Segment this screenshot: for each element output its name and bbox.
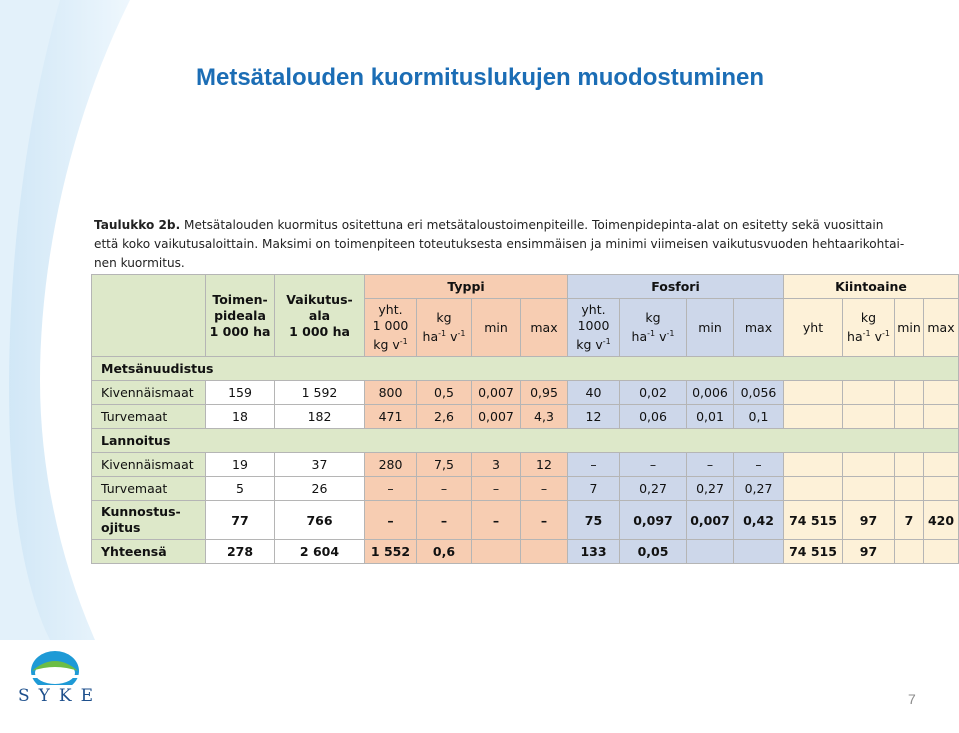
table-cell: [784, 453, 843, 477]
table-row: [92, 540, 959, 564]
table-cell: 19: [206, 453, 275, 477]
caption-line-1: Metsätalouden kuormitus ositettuna eri metsätaloustoimenpiteille. Toimenpidepinta-alat on esitetty sekä vuosittain: [180, 218, 884, 232]
table-cell: 766: [275, 501, 365, 540]
table-cell: –: [568, 453, 620, 477]
table-cell: –: [365, 477, 417, 501]
table-cell: 0,06: [620, 405, 687, 429]
table-cell: [687, 540, 734, 564]
table-cell: 471: [365, 405, 417, 429]
page-number: 7: [908, 691, 916, 707]
table-cell: [784, 381, 843, 405]
table-cell: [843, 405, 895, 429]
header-group-fosfori: Fosfori: [568, 275, 784, 299]
table-cell: 0,05: [620, 540, 687, 564]
table-cell: 3: [472, 453, 521, 477]
table-cell: 1 552: [365, 540, 417, 564]
row-label: Kivennäismaat: [92, 453, 206, 477]
table-cell: [843, 453, 895, 477]
header-group-typpi: Typpi: [365, 275, 568, 299]
table-cell: –: [521, 501, 568, 540]
table-cell: 2 604: [275, 540, 365, 564]
table-cell: 74 515: [784, 540, 843, 564]
load-table: [91, 274, 959, 564]
table-cell: 97: [843, 540, 895, 564]
table-cell: –: [417, 477, 472, 501]
table-cell: 97: [843, 501, 895, 540]
header-toimenpideala: Toimen- pideala 1 000 ha: [206, 275, 275, 357]
table-cell: [924, 540, 959, 564]
table-cell: [784, 405, 843, 429]
table-cell: 0,42: [734, 501, 784, 540]
table-caption: [94, 216, 956, 274]
table-cell: [895, 453, 924, 477]
table-cell: 37: [275, 453, 365, 477]
table-cell: –: [620, 453, 687, 477]
table-cell: 0,27: [620, 477, 687, 501]
table-cell: 7: [568, 477, 620, 501]
table-cell: 0,007: [687, 501, 734, 540]
table-cell: [843, 477, 895, 501]
table-cell: 800: [365, 381, 417, 405]
table-cell: –: [734, 453, 784, 477]
table-row: [92, 357, 959, 381]
table-cell: 5: [206, 477, 275, 501]
table-cell: –: [472, 477, 521, 501]
header-kiintoaine-max: max: [924, 299, 959, 357]
table-row: [92, 453, 959, 477]
header-typpi-min: min: [472, 299, 521, 357]
table-cell: 0,27: [687, 477, 734, 501]
table-cell: –: [417, 501, 472, 540]
table-cell: 40: [568, 381, 620, 405]
table-cell: 0,056: [734, 381, 784, 405]
row-label: Turvemaat: [92, 405, 206, 429]
table-cell: 75: [568, 501, 620, 540]
header-typpi-kg-ha: kg $ha^{-1}$ $v^{-1}$: [417, 299, 472, 357]
table-cell: 159: [206, 381, 275, 405]
table-cell: 4,3: [521, 405, 568, 429]
table-row: [92, 501, 959, 540]
table-cell: 0,1: [734, 405, 784, 429]
caption-line-2: että koko vaikutusaloittain. Maksimi on toimenpiteen toteutuksesta ensimmäisen ja minimi viimeisen vaikutusvuoden hehtaarikohtai-: [94, 237, 905, 252]
table-cell: –: [472, 501, 521, 540]
header-kiintoaine-min: min: [895, 299, 924, 357]
caption-label: Taulukko 2b.: [94, 218, 181, 232]
slide-title: Metsätalouden kuormituslukujen muodostuminen: [196, 64, 765, 91]
table-cell: 0,01: [687, 405, 734, 429]
row-label: Kivennäismaat: [92, 381, 206, 405]
table-cell: 278: [206, 540, 275, 564]
header-kiintoaine-yht: yht: [784, 299, 843, 357]
table-cell: [784, 477, 843, 501]
table-cell: 2,6: [417, 405, 472, 429]
caption-line-3: nen kuormitus.: [94, 256, 185, 271]
table-cell: 0,02: [620, 381, 687, 405]
header-fosfori-max: max: [734, 299, 784, 357]
table-cell: [843, 381, 895, 405]
header-fosfori-min: min: [687, 299, 734, 357]
table-cell: [472, 540, 521, 564]
table-cell: 7,5: [417, 453, 472, 477]
table-cell: 1 592: [275, 381, 365, 405]
table-row: [92, 477, 959, 501]
table-cell: [924, 477, 959, 501]
row-label: Lannoitus: [92, 429, 959, 453]
table-cell: 18: [206, 405, 275, 429]
table-cell: [734, 540, 784, 564]
table-cell: 7: [895, 501, 924, 540]
table-cell: –: [365, 501, 417, 540]
row-label: Kunnostus- ojitus: [92, 501, 206, 540]
table-cell: 0,6: [417, 540, 472, 564]
table-cell: 12: [521, 453, 568, 477]
table-row: [92, 381, 959, 405]
table-cell: 12: [568, 405, 620, 429]
row-label: Turvemaat: [92, 477, 206, 501]
table-cell: 0,007: [472, 381, 521, 405]
table-cell: [521, 540, 568, 564]
table-cell: 74 515: [784, 501, 843, 540]
syke-logo-icon: [20, 645, 90, 685]
table-cell: 280: [365, 453, 417, 477]
table-cell: 26: [275, 477, 365, 501]
table-cell: 133: [568, 540, 620, 564]
header-blank-cell: [92, 275, 206, 357]
header-typpi-yht: yht. 1 000 kg $v^{-1}$: [365, 299, 417, 357]
table-cell: 0,006: [687, 381, 734, 405]
table-cell: 0,27: [734, 477, 784, 501]
table-cell: [895, 405, 924, 429]
table-cell: 182: [275, 405, 365, 429]
table-cell: –: [521, 477, 568, 501]
table-cell: –: [687, 453, 734, 477]
table-cell: [924, 381, 959, 405]
header-typpi-max: max: [521, 299, 568, 357]
table-row: [92, 429, 959, 453]
header-group-kiintoaine: Kiintoaine: [784, 275, 959, 299]
syke-logo-text: SYKE: [18, 686, 102, 706]
table-cell: [895, 477, 924, 501]
table-cell: 0,097: [620, 501, 687, 540]
table-cell: 77: [206, 501, 275, 540]
table-cell: [895, 540, 924, 564]
row-label: Yhteensä: [92, 540, 206, 564]
table-cell: [924, 453, 959, 477]
row-label: Metsänuudistus: [92, 357, 959, 381]
table-cell: [924, 405, 959, 429]
table-cell: 0,5: [417, 381, 472, 405]
table-cell: 0,007: [472, 405, 521, 429]
table-cell: 0,95: [521, 381, 568, 405]
header-vaikutusala: Vaikutus- ala 1 000 ha: [275, 275, 365, 357]
header-fosfori-yht: yht. 1000 kg $v^{-1}$: [568, 299, 620, 357]
table-row: [92, 405, 959, 429]
header-kiintoaine-kg-ha: kg $ha^{-1}$ $v^{-1}$: [843, 299, 895, 357]
header-fosfori-kg-ha: kg $ha^{-1}$ $v^{-1}$: [620, 299, 687, 357]
table-cell: [895, 381, 924, 405]
table-cell: 420: [924, 501, 959, 540]
